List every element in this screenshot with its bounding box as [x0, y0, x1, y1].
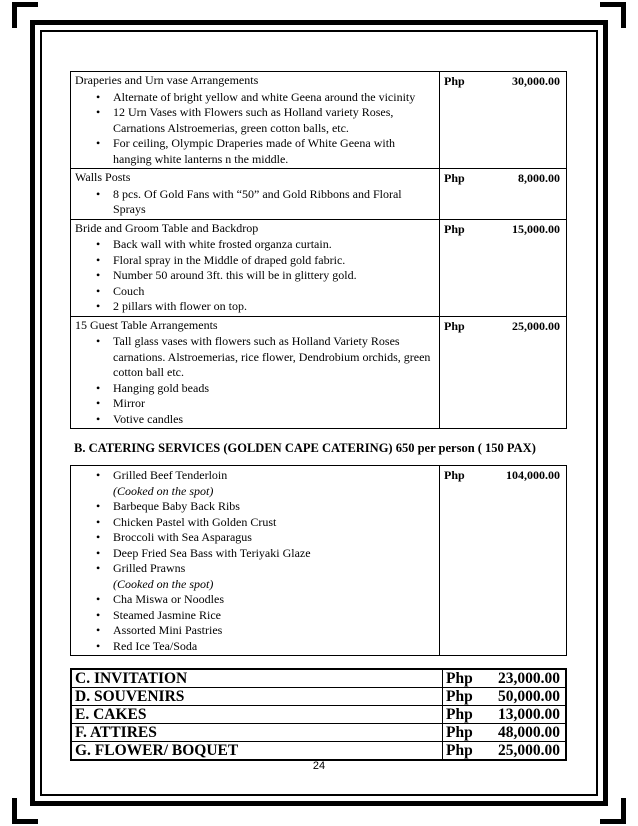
decor-bullet-list	[75, 187, 435, 218]
menu-item-note: (Cooked on the spot)	[113, 483, 214, 498]
decor-bullet-list	[75, 90, 435, 168]
decor-item-title: Walls Posts	[75, 170, 131, 184]
menu-item-name: Chicken Pastel with Golden Crust	[113, 514, 277, 529]
price-currency: Php	[444, 221, 465, 236]
decor-row	[71, 219, 567, 316]
menu-item	[113, 608, 435, 624]
catering-row	[71, 466, 567, 656]
list-item: • 2 pillars with flower on top.	[113, 299, 435, 315]
decor-items-table	[70, 71, 567, 429]
price-amount: 13,000.00	[498, 706, 560, 723]
summary-row	[71, 706, 566, 724]
price-amount: 48,000.00	[498, 724, 560, 741]
menu-item	[113, 515, 435, 531]
decor-price-cell	[440, 316, 567, 429]
list-item: • Alternate of bright yellow and white Geena around the vicinity	[113, 90, 435, 106]
price-currency: Php	[444, 318, 465, 333]
summary-label: F. ATTIRES	[71, 724, 443, 742]
price-amount: 25,000.00	[512, 318, 560, 333]
corner-ornament-top-left	[12, 2, 38, 28]
summary-price-cell	[443, 688, 567, 706]
decor-description-cell	[71, 219, 440, 316]
list-item: • Floral spray in the Middle of draped gold fabric.	[113, 253, 435, 269]
corner-ornament-top-right	[600, 2, 626, 28]
summary-label: D. SOUVENIRS	[71, 688, 443, 706]
decor-row	[71, 72, 567, 169]
price-currency: Php	[446, 670, 473, 687]
catering-table	[70, 465, 567, 656]
summary-row	[71, 688, 566, 706]
decor-bullet-list	[75, 334, 435, 427]
menu-item-name: Cha Miswa or Noodles	[113, 592, 224, 606]
price-amount: 50,000.00	[498, 688, 560, 705]
list-item: • For ceiling, Olympic Draperies made of White Geena with hanging white lanterns n the middle.	[113, 136, 435, 167]
menu-item-name: Broccoli with Sea Asparagus	[113, 530, 252, 544]
list-item: • 8 pcs. Of Gold Fans with “50” and Gold Ribbons and Floral Sprays	[113, 187, 435, 218]
page-content	[70, 71, 567, 761]
list-item: • Votive candles	[113, 412, 435, 428]
summary-table	[70, 668, 567, 761]
corner-ornament-bottom-left	[12, 798, 38, 824]
menu-item	[113, 623, 435, 639]
decor-description-cell	[71, 169, 440, 220]
menu-item	[113, 592, 435, 608]
price-currency: Php	[446, 742, 473, 759]
menu-item	[113, 499, 435, 515]
menu-item-name: Assorted Mini Pastries	[113, 623, 223, 637]
list-item: • 12 Urn Vases with Flowers such as Holland variety Roses, Carnations Alstroemerias, green cotton balls, etc.	[113, 105, 435, 136]
summary-price-cell	[443, 669, 567, 688]
catering-menu-list	[75, 468, 435, 654]
price-currency: Php	[444, 74, 465, 88]
summary-price-cell	[443, 724, 567, 742]
price-amount: 23,000.00	[498, 670, 560, 687]
decor-item-title: 15 Guest Table Arrangements	[75, 317, 218, 332]
summary-row	[71, 724, 566, 742]
price-currency: Php	[446, 724, 473, 741]
decor-item-title: Draperies and Urn vase Arrangements	[75, 73, 259, 87]
menu-item-name: Red Ice Tea/Soda	[113, 638, 198, 653]
summary-label: E. CAKES	[71, 706, 443, 724]
list-item: • Number 50 around 3ft. this will be in glittery gold.	[113, 268, 435, 284]
decor-row	[71, 169, 567, 220]
menu-item-name: Grilled Prawns	[113, 561, 186, 575]
menu-item	[113, 530, 435, 546]
price-amount: 8,000.00	[518, 171, 560, 185]
list-item: • Back wall with white frosted organza curtain.	[113, 237, 435, 253]
list-item: • Couch	[113, 284, 435, 300]
menu-item	[113, 561, 435, 592]
price-amount: 30,000.00	[512, 74, 560, 88]
summary-label: G. FLOWER/ BOQUET	[71, 742, 443, 761]
summary-price-cell	[443, 706, 567, 724]
decor-description-cell	[71, 316, 440, 429]
menu-item	[113, 639, 435, 655]
catering-menu-cell	[71, 466, 440, 656]
decor-price-cell	[440, 219, 567, 316]
page-number: 24	[312, 760, 326, 772]
menu-item-name: Deep Fried Sea Bass with Teriyaki Glaze	[113, 545, 311, 560]
corner-ornament-bottom-right	[600, 798, 626, 824]
decor-price-cell	[440, 72, 567, 169]
menu-item-note: (Cooked on the spot)	[113, 576, 214, 591]
price-currency: Php	[444, 171, 465, 185]
list-item: • Tall glass vases with flowers such as Holland Variety Roses carnations. Alstroemerias, rice flower, Dendrobium orchids, green cotton ball etc.	[113, 334, 435, 381]
price-currency: Php	[446, 688, 473, 705]
menu-item-name: Steamed Jasmine Rice	[113, 607, 221, 622]
catering-price-cell	[440, 466, 567, 656]
decor-row	[71, 316, 567, 429]
price-amount: 25,000.00	[498, 742, 560, 759]
decor-item-title: Bride and Groom Table and Backdrop	[75, 220, 259, 235]
decor-description-cell	[71, 72, 440, 169]
summary-row	[71, 742, 566, 761]
price-amount: 104,000.00	[506, 468, 560, 482]
menu-item	[113, 468, 435, 499]
summary-label: C. INVITATION	[71, 669, 443, 688]
price-currency: Php	[444, 468, 465, 482]
price-currency: Php	[446, 706, 473, 723]
decor-bullet-list	[75, 237, 435, 315]
price-amount: 15,000.00	[512, 221, 560, 236]
menu-item-name: Barbeque Baby Back Ribs	[113, 499, 240, 513]
catering-heading: B. CATERING SERVICES (GOLDEN CAPE CATERING) 650 per person ( 150 PAX)	[74, 441, 536, 455]
summary-price-cell	[443, 742, 567, 761]
menu-item-name: Grilled Beef Tenderloin	[113, 468, 228, 482]
list-item: • Hanging gold beads	[113, 381, 435, 397]
decor-price-cell	[440, 169, 567, 220]
summary-row	[71, 669, 566, 688]
list-item: • Mirror	[113, 396, 435, 412]
menu-item	[113, 546, 435, 562]
